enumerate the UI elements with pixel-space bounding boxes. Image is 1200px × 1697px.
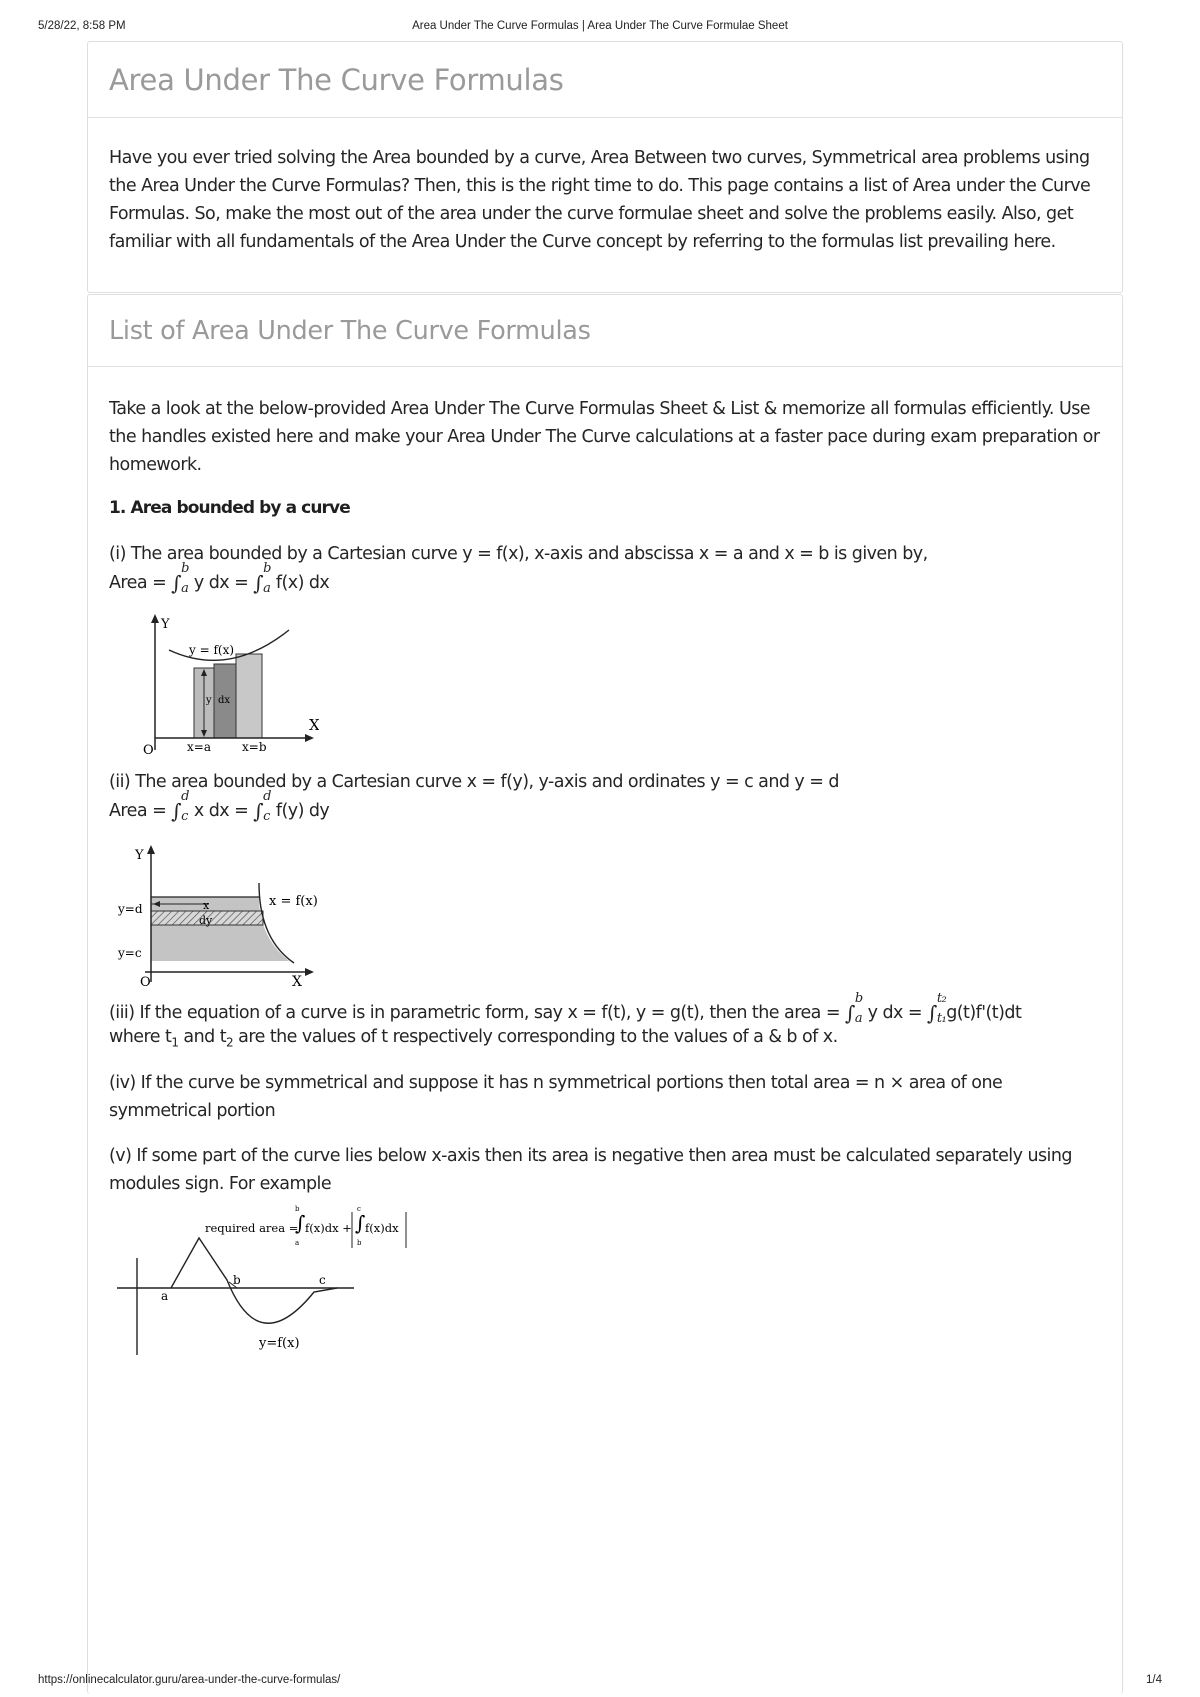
- figure-2-svg: [109, 839, 329, 989]
- figure-2-strip-height: dy: [199, 914, 213, 927]
- print-page-number: 1/4: [1146, 1674, 1162, 1686]
- figure-3-curve-label: y=f(x): [259, 1336, 300, 1351]
- figure-2-top-bound: y=d: [118, 902, 143, 916]
- intro-card: [87, 41, 1123, 293]
- figure-3-term2: f(x)dx: [365, 1221, 399, 1235]
- integral-sign: ∫: [355, 1211, 366, 1235]
- figure-1-x-axis: X: [309, 716, 319, 734]
- print-header: [38, 20, 1162, 36]
- section-heading: List of Area Under The Curve Formulas: [109, 315, 591, 346]
- item-iii-term2: g(t)f'(t)dt: [946, 1003, 1022, 1023]
- figure-1-y-axis: Y: [161, 617, 170, 632]
- item-i-formula: [109, 561, 1100, 597]
- figure-2-x-axis: X: [292, 974, 302, 989]
- item-iii-lower-limit-1: a: [854, 1011, 863, 1026]
- item-iii-upper-limit-2: t₂: [936, 991, 947, 1006]
- figure-3-upper-limit-2: c: [357, 1205, 361, 1213]
- figure-3-point-b: b: [233, 1273, 241, 1287]
- print-url[interactable]: https://onlinecalculator.guru/area-under-the-curve-formulas/: [38, 1674, 341, 1686]
- figure-area-under-curve-x: [109, 610, 319, 760]
- figure-3-upper-limit-1: b: [295, 1205, 300, 1213]
- page-title: Area Under The Curve Formulas: [109, 62, 564, 97]
- item-iii-sub2: 2: [226, 1035, 234, 1050]
- item-i-term1: y dx =: [193, 573, 249, 593]
- item-iv-text: (iv) If the curve be symmetrical and suppose it has n symmetrical portions then total area = n × area of one symmetrical portion: [109, 1073, 1003, 1121]
- print-footer: [38, 1674, 1162, 1690]
- figure-3-svg: [109, 1200, 409, 1365]
- item-i-upper-limit: b: [181, 561, 189, 576]
- item-i-lower-limit-2: a: [263, 581, 271, 596]
- integral-sign: ∫: [295, 1211, 306, 1235]
- item-i-term2: f(x) dx: [275, 573, 330, 593]
- item-ii-lower-limit: c: [181, 809, 188, 824]
- integral-sign: ∫: [927, 1001, 937, 1025]
- integral-sign: ∫: [845, 1001, 855, 1025]
- list-card: [87, 294, 1123, 1694]
- item-ii-text: (ii) The area bounded by a Cartesian curve x = f(y), y-axis and ordinates y = c and y = d: [109, 772, 839, 792]
- figure-1-origin: O: [143, 743, 154, 758]
- item-v-text: (v) If some part of the curve lies below x-axis then its area is negative then area must be calculated separately using modules sign. For example: [109, 1146, 1072, 1194]
- item-iii-sub1: 1: [171, 1035, 179, 1050]
- figure-3-point-a: a: [161, 1289, 169, 1303]
- print-datetime: 5/28/22, 8:58 PM: [38, 20, 126, 32]
- list-card-header: [88, 295, 1122, 367]
- list-intro-paragraph: Take a look at the below-provided Area Under The Curve Formulas Sheet & List & memorize all formulas efficiently. Use the handles existed here and make your Area Under The Curve calculations at a faster pace during exam preparation or homework.: [109, 399, 1100, 475]
- integral-sign: ∫: [253, 571, 264, 595]
- figure-3-term1: f(x)dx +: [305, 1221, 352, 1235]
- item-i-area-label: Area =: [109, 573, 167, 593]
- print-doc-title: Area Under The Curve Formulas | Area Under The Curve Formulae Sheet: [412, 20, 788, 32]
- figure-2-y-axis: Y: [135, 848, 144, 863]
- item-ii-term1: x dx =: [193, 801, 249, 821]
- item-iii-lower-limit-2: t₁: [936, 1011, 947, 1026]
- figure-3-label: required area =: [205, 1221, 299, 1235]
- figure-2-strip-width: x: [203, 899, 210, 912]
- intro-paragraph: Have you ever tried solving the Area bounded by a curve, Area Between two curves, Symmetrical area problems using the Area Under the Curve Formulas? Then, this is the right time to do. This page contains a list of Area under the Curve Formulas. So, make the most out of the area under the curve formulae sheet and solve the problems easily. Also, get familiar with all fundamentals of the Area Under the Curve concept by referring to the formulas list prevailing here.: [109, 148, 1091, 252]
- item-ii-lower-limit-2: c: [263, 809, 270, 824]
- figure-1-curve-label: y = f(x): [189, 643, 235, 657]
- item-ii-upper-limit-2: d: [263, 789, 271, 804]
- item-i-upper-limit-2: b: [263, 561, 271, 576]
- item-iii-line2-a: where t: [109, 1027, 172, 1047]
- item-iii-upper-limit-1: b: [854, 991, 863, 1006]
- integral-sign: ∫: [171, 799, 182, 823]
- figure-1-left-bound: x=a: [187, 740, 211, 754]
- item-i-lower-limit: a: [181, 581, 189, 596]
- item-ii-upper-limit: d: [181, 789, 189, 804]
- figure-3-lower-limit-1: a: [295, 1239, 300, 1247]
- figure-2-curve-label: x = f(x): [269, 894, 318, 909]
- item-iii-line2: [109, 1023, 1100, 1057]
- figure-1-right-bound: x=b: [242, 740, 267, 754]
- figure-2-origin: O: [140, 975, 151, 989]
- figure-3-lower-limit-2: b: [357, 1239, 362, 1247]
- item-ii-area-label: Area =: [109, 801, 167, 821]
- figure-1-strip-height: y: [206, 695, 212, 706]
- figure-area-under-curve-y: [109, 839, 329, 989]
- item-i-text: (i) The area bounded by a Cartesian curve y = f(x), x-axis and abscissa x = a and x = b is given by,: [109, 544, 928, 564]
- item-iii-text: (iii) If the equation of a curve is in parametric form, say x = f(t), y = g(t), then the area =: [109, 1003, 840, 1023]
- figure-1-svg: [109, 610, 319, 760]
- intro-card-header: [88, 42, 1122, 118]
- item-iii-line2-c: are the values of t respectively corresponding to the values of a & b of x.: [233, 1027, 838, 1047]
- figure-1-strip-width: dx: [218, 695, 231, 706]
- item-ii-term2: f(y) dy: [275, 801, 330, 821]
- figure-3-point-c: c: [319, 1273, 326, 1287]
- integral-sign: ∫: [253, 799, 264, 823]
- figure-area-below-axis: [109, 1200, 409, 1365]
- integral-sign: ∫: [171, 571, 182, 595]
- item-iii-term1: y dx =: [867, 1003, 922, 1023]
- subsection-title: 1. Area bounded by a curve: [109, 498, 350, 518]
- figure-2-bottom-bound: y=c: [118, 946, 142, 960]
- item-ii-formula: [109, 789, 1100, 825]
- item-iii-line2-b: and t: [178, 1027, 227, 1047]
